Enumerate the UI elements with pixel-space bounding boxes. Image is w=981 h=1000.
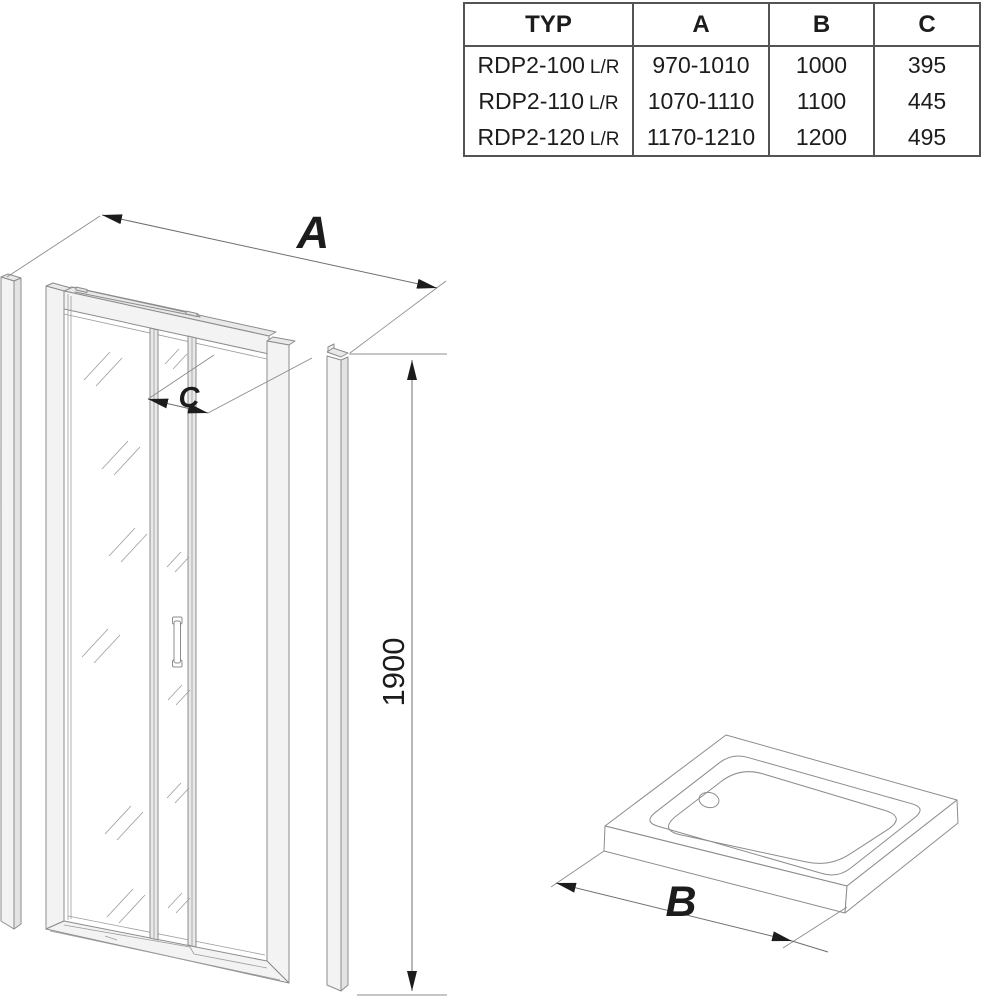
door-handle	[173, 617, 183, 667]
dimension-height	[349, 354, 447, 995]
left-wall-profile	[1, 274, 21, 929]
shower-door-drawing	[1, 207, 447, 995]
cell-a: 970-1010	[633, 46, 769, 83]
cell-typ: RDP2-110 L/R	[478, 87, 619, 114]
cell-c: 495	[874, 119, 980, 156]
dim-label-tray-width: B	[665, 878, 697, 926]
table-header-row	[464, 3, 980, 46]
table-row	[464, 83, 980, 119]
door-frame	[46, 283, 295, 983]
table-row	[464, 46, 980, 83]
col-header-a: A	[633, 3, 769, 46]
cell-a: 1170-1210	[633, 119, 769, 156]
cell-a: 1070-1110	[633, 83, 769, 119]
table-row	[464, 119, 980, 156]
cell-b: 1100	[769, 83, 874, 119]
cell-b: 1200	[769, 119, 874, 156]
col-header-c: C	[874, 3, 980, 46]
cell-c: 395	[874, 46, 980, 83]
dim-label-total-width: A	[296, 207, 330, 258]
dim-label-panel-width: C	[178, 382, 200, 414]
dim-label-height: 1900	[376, 637, 411, 707]
cell-b: 1000	[769, 46, 874, 83]
cell-typ: RDP2-120 L/R	[477, 123, 620, 150]
col-header-typ: TYP	[464, 3, 633, 46]
shower-tray-drawing	[551, 735, 958, 952]
dimensions-table	[463, 2, 981, 157]
cell-c: 445	[874, 83, 980, 119]
right-wall-profile	[327, 344, 348, 991]
cell-typ: RDP2-100 L/R	[477, 51, 620, 78]
col-header-b: B	[769, 3, 874, 46]
panel-dividers	[150, 328, 196, 947]
